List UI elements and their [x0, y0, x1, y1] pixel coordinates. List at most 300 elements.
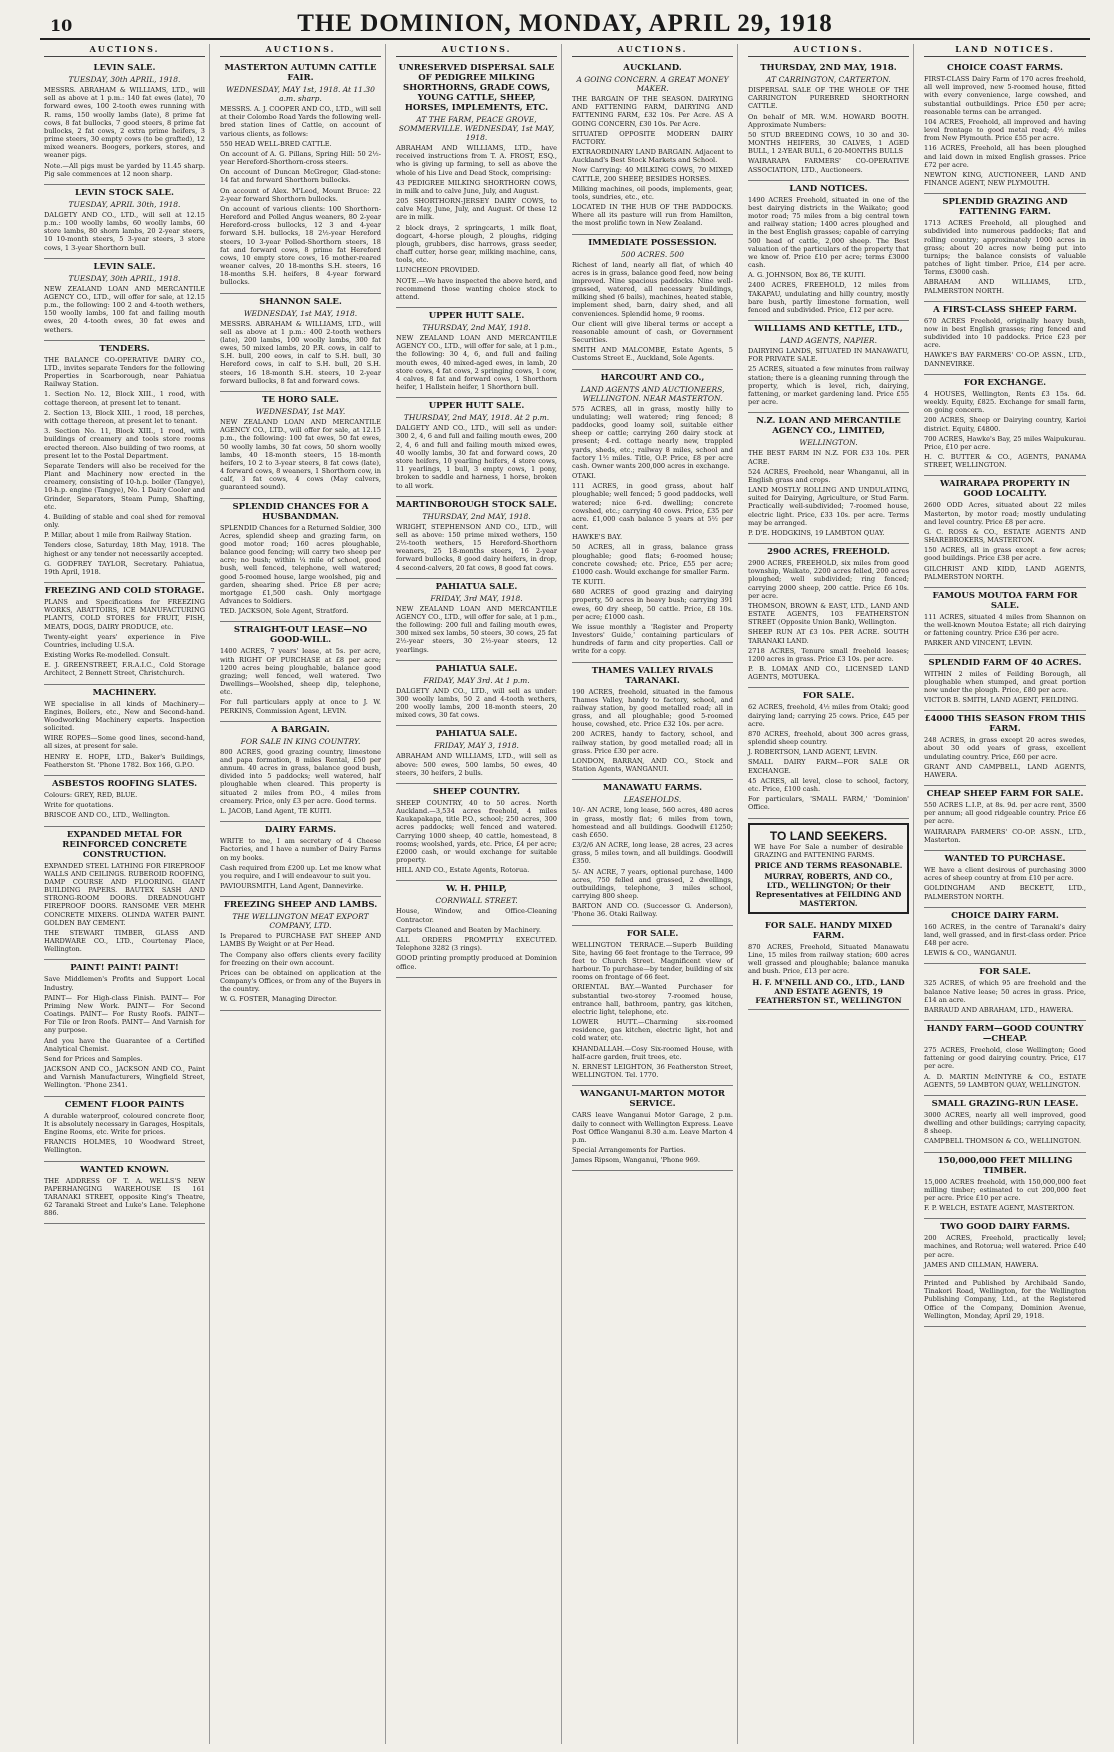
ad-body: [924, 1234, 1086, 1269]
ad-body: [572, 688, 733, 774]
advertisement: [220, 622, 381, 721]
ad-paragraph: We issue monthly a 'Register and Property Investors' Guide,' containing particulars of hundreds of farm and city properties. Call or write for a copy.: [572, 622, 733, 656]
ad-paragraph: ABRAHAM AND WILLIAMS, LTD., PALMERSTON NORTH.: [924, 278, 1086, 295]
ad-paragraph: SMALL DAIRY FARM—FOR SALE OR EXCHANGE.: [748, 758, 909, 775]
ad-paragraph: A. D. MARTIN McINTYRE & CO., ESTATE AGENTS, 59 LAMBTON QUAY, WELLINGTON.: [924, 1072, 1086, 1089]
page-number: 10: [50, 16, 73, 35]
ad-body: [924, 866, 1086, 901]
ad-paragraph: WRIGHT, STEPHENSON AND CO., LTD., will sell as above: 150 prime mixed wethers, 150 2½-tooth wethers, 15 Hereford-Shorthorn weaners, 25 18-months steers, 16 2-year forward bullocks, 8 good dairy heifers, in drop, 4 second-calvers, 20 fat cows, 8 good fat cows.: [396, 522, 557, 572]
ad-paragraph: LEWIS & CO., WANGANUI.: [924, 949, 1017, 958]
ad-subtitle: THE WELLINGTON MEAT EXPORT COMPANY, LTD.: [232, 912, 369, 931]
column-header: AUCTIONS.: [220, 44, 381, 57]
ad-title: CHOICE COAST FARMS.: [947, 63, 1063, 73]
ad-body: [748, 196, 909, 314]
ad-paragraph: SPLENDID Chances for a Returned Soldier, 300 Acres, splendid sheep and grazing farm, on good motor road; 160 acres ploughable, balance good fencing; will carry two sheep per acre; no bush; within ¼ mile of school, good bush, well fenced, telephone, well watered; good 5-roomed house, large woolshed, pig and garden, shearing shed. Price £8 per acre; mortgage £1,500 cash. Only mortgage Advances to Soldiers.: [220, 523, 381, 606]
ad-paragraph: Send for Prices and Samples.: [44, 1054, 143, 1063]
advertisement: [44, 827, 205, 961]
ad-body: [924, 1046, 1086, 1089]
ad-paragraph: HILL AND CO., Estate Agents, Rotorua.: [396, 866, 530, 875]
ad-paragraph: 275 ACRES, Freehold, close Wellington; Good fattening or good dairying country. Price, £17 per acre.: [924, 1046, 1086, 1071]
ad-subtitle: THURSDAY, 2nd MAY, 1918. At 2 p.m.: [403, 413, 550, 423]
ad-body: [220, 105, 381, 287]
ad-paragraph: LOWER HUTT.—Charming six-roomed residence, gas kitchen, electric light, hot and cold water, etc.: [572, 1018, 733, 1043]
ad-body: [924, 1111, 1086, 1146]
column-header: AUCTIONS.: [396, 44, 557, 57]
ad-subtitle: 500 ACRES. 500: [621, 249, 684, 259]
ad-paragraph: G. GODFREY TAYLOR, Secretary. Pahiatua, 19th April, 1918.: [44, 559, 205, 576]
ad-body: [924, 613, 1086, 648]
ad-subtitle: FRIDAY, 3rd MAY, 1918.: [430, 593, 523, 603]
advertisement: [572, 235, 733, 370]
ad-paragraph: LOCATED IN THE HUB OF THE PADDOCKS. Where all its pasture will run from Hamilton, the most prolific town in New Zealand.: [572, 203, 733, 228]
ad-body: [220, 647, 381, 714]
advertisement: [924, 476, 1086, 588]
ad-paragraph: WE specialise in all kinds of Machinery—Engines, Boilers, etc., New and Second-hand. Woodworking Machinery experts. Inspection solicited.: [44, 699, 205, 733]
ad-paragraph: F. P. WELCH, ESTATE AGENT, MASTERTON.: [924, 1204, 1075, 1213]
ad-paragraph: VICTOR B. SMITH, LAND AGENT, FEILDING.: [924, 696, 1079, 705]
ad-paragraph: 10/- AN ACRE, long lease, 560 acres, 480 acres in grass, mostly flat; 6 miles from town, homestead and all buildings. Goodwill £1250; cash £650.: [572, 806, 733, 839]
ad-body: [396, 144, 557, 301]
ad-paragraph: WELLINGTON TERRACE.—Superb Building Site, having 66 feet frontage to the Terrace, 99 feet to Church Street. Magnificent view of harbour. To purchase—by tender, building of six rooms on frontage of 66 feet.: [572, 940, 733, 982]
ad-title: SPLENDID FARM OF 40 ACRES.: [928, 657, 1082, 668]
ad-subtitle: AT CARRINGTON, CARTERTON.: [766, 75, 891, 84]
ad-paragraph: 43 PEDIGREE MILKING SHORTHORN COWS, in milk and to calve June, July, and August.: [396, 178, 557, 195]
ad-title: FOR SALE.: [979, 967, 1031, 978]
ad-paragraph: CARS leave Wanganui Motor Garage, 2 p.m. daily to connect with Wellington Express. Leave Post Office Wanganui 8.30 a.m. Leave Marton 4 p.m.: [572, 1111, 733, 1144]
ad-paragraph: 870 ACRES, freehold, about 300 acres grass, splendid sheep country.: [748, 729, 909, 747]
ad-paragraph: L. JACOB, Land Agent, TE KUITI.: [220, 807, 332, 815]
ad-paragraph: PAVIOURSMITH, Land Agent, Dannevirke.: [220, 882, 364, 891]
ad-paragraph: PLANS and Specifications for FREEZING WORKS, ABATTOIRS, ICE MANUFACTURING PLANTS, COLD STORES for FRUIT, FISH, MEATS, DOGS, DAIRY PRODUCE, etc.: [44, 598, 205, 631]
ad-paragraph: NOTE.—We have inspected the above herd, and recommend those wanting choice stock to attend.: [396, 276, 557, 301]
ad-paragraph: On account of various clients: 100 Shorthorn-Hereford and Polled Angus weaners, 80 2-year Hereford-cross bullocks, 12 3 and 4-year forward S.H. bullocks, 18 2½-year Hereford steers, 10 3-year Polled-Shorthorn steers, 18 fat and forward cows, 8 prime fat Hereford cows, 10 empty store cows, 16 mother-reared weaner calves, 20 18-months S.H. steers, 16 18-months S.H. heifers, 8 4-year forward bullocks.: [220, 204, 381, 287]
ad-paragraph: 3000 ACRES, nearly all well improved, good dwelling and other buildings; carrying capacity, 8 sheep.: [924, 1110, 1086, 1136]
ad-title: SPLENDID GRAZING AND FATTENING FARM.: [942, 197, 1068, 218]
ad-title: FOR EXCHANGE.: [963, 377, 1047, 388]
ad-subtitle: CORNWALL STREET.: [435, 896, 518, 906]
ad-title: W. H. PHILP,: [446, 884, 507, 895]
ad-paragraph: On account of Alex. M'Leod, Mount Bruce: 22 2-year forward Shorthorn bullocks.: [220, 186, 381, 203]
ad-paragraph: MESSRS. ABRAHAM & WILLIAMS, LTD., will sell as above at 1 p.m.: 140 fat ewes (late), 70 forward ewes, 100 2-tooth ewes running with R. rams, 150 woolly lambs (late), 8 prime fat cows, 8 fat bullocks, 7 good steers, 8 prime fat bullocks, 2 fat cows, 2 extra prime heifers, 3 prime steers, 30 empty cows (to be grafted), 12 mixed weaners. Boogers, porkers, stores, and weaner pigs.: [44, 86, 205, 160]
ad-paragraph: Richest of land, nearly all flat, of which 40 acres is in grass, balance good feed, now being improved. Nine spacious paddocks. Nine well-grassed, watered, all necessary buildings, milking shed (6 bails), machines, heated stable, implement shed, barn, dairy shed, and all conveniences. Splendid home, 9 rooms.: [572, 260, 733, 318]
advertisement: [748, 181, 909, 321]
advertisement: [396, 308, 557, 398]
ad-paragraph: Separate Tenders will also be received for the Plant and Machinery now erected in the creamery, consisting of 10-h.p. boiler (Tangye), 10-h.p. engine (Tangye), No. 1 Dairy Cooler and Grinder, Separators, Steam Pump, Shafting, etc.: [44, 461, 205, 511]
ad-paragraph: MESSRS. ABRAHAM & WILLIAMS, LTD., will sell as above at 1 p.m.: 400 2-tooth wethers (late), 200 lambs, 100 woolly lambs, 300 fat ewes, 50 mixed lambs, 20 P.R. cows, in calf to S.H. bull, 200 eows, in calf to S.H. bull, 30 Hereford cows, in calf to S.H. bull, 20 S.H. steers, 16 18-month S.H. steers, 10 2-year forward bullocks, 8 fat and forward cows.: [220, 319, 381, 385]
ad-title: WAIRARAPA PROPERTY IN GOOD LOCALITY.: [940, 479, 1070, 500]
ad-body: [44, 862, 205, 954]
ad-paragraph: MESSRS. A. J. COOPER AND CO., LTD., will sell at their Colombo Road Yards the following well-bred station lines of Cattle, on account of various clients, as follows:: [220, 105, 381, 138]
ad-title: SPLENDID CHANCES FOR A HUSBANDMAN.: [232, 501, 369, 522]
ad-paragraph: PAINT— For High-class Finish. PAINT— For Priming New Work. PAINT— For Second Coatings. PAINT— For Rusty Roofs. PAINT— For Tile or Iron Roofs. PAINT— And Varnish for any purpose.: [44, 993, 205, 1035]
ad-paragraph: GOLDINGHAM AND BECKETT, LTD., PALMERSTON NORTH.: [924, 884, 1086, 901]
ad-body: [44, 700, 205, 769]
ad-paragraph: PARKER AND VINCENT, LEVIN.: [924, 639, 1033, 648]
ad-paragraph: P. Millar, about 1 mile from Railway Station.: [44, 531, 192, 540]
advertisement: [572, 663, 733, 781]
ad-paragraph: 25 ACRES, situated a few minutes from railway station; there is a gleaning running through the property, which is level, rich, dairying, fattening, or market gardening land. Price £55 per acre.: [748, 365, 909, 407]
ad-paragraph: KHANDALLAH.—Cosy Six-roomed House, with half-acre garden, fruit trees, etc.: [572, 1044, 733, 1061]
ad-title: PAHIATUA SALE.: [435, 663, 518, 674]
ad-paragraph: 1490 ACRES Freehold, situated in one of the best dairying districts in the Waikato; good motor road; 75 miles from a big central town and railway station; 1400 acres ploughed and in the best English grasses; capable of carrying 500 head of cattle, 2,000 sheep. The Best valuation of the particulars of the property that we know of. Price £10 per acre; terms £3000 cash.: [748, 195, 909, 270]
ad-paragraph: WITHIN 2 miles of Feilding Borough, all ploughable when stumped, and great portion now under the plough. Price, £80 per acre.: [924, 669, 1086, 694]
ad-title: SHEEP COUNTRY.: [433, 786, 520, 797]
advertisement: [924, 375, 1086, 477]
ad-paragraph: Now Carrying: 40 MILKING COWS, 70 MIXED CATTLE, 200 SHEEP, BESIDES HORSES.: [572, 166, 733, 183]
ad-body: [220, 320, 381, 385]
ad-paragraph: 116 ACRES, Freehold, all has been ploughed and laid down in mixed English grasses. Price £72 per acre.: [924, 144, 1086, 169]
ad-title: WANTED TO PURCHASE.: [944, 854, 1066, 864]
column-3: [392, 44, 562, 1744]
ad-body: [924, 317, 1086, 368]
ad-paragraph: Prices can be obtained on application at the Company's Offices, or from any of the Buyers in the country.: [220, 968, 381, 994]
column-6: [920, 44, 1090, 1744]
ad-subtitle: WEDNESDAY, MAY 1st, 1918. At 11.30 a.m. sharp.: [226, 85, 375, 103]
ad-body: [748, 347, 909, 406]
advertisement: [396, 398, 557, 496]
ad-title: 150,000,000 FEET MILLING TIMBER.: [937, 1155, 1073, 1176]
ad-paragraph: THE STEWART TIMBER, GLASS AND HARDWARE CO., LTD., Courtenay Place, Wellington.: [44, 928, 205, 954]
ad-paragraph: WAIRARAPA FARMERS' CO-OPERATIVE ASSOCIATION, LTD., Auctioneers.: [748, 157, 909, 174]
advertisement: [220, 897, 381, 1010]
advertisement: [44, 1097, 205, 1162]
ad-paragraph: 2900 ACRES, FREEHOLD, six miles from good township, Waikato, 2200 acres felled, 200 acres ploughed; well subdivided; ring fenced; carrying 2000 sheep, 200 cattle. Price £6 10s. per acre.: [748, 559, 909, 600]
ad-subtitle: WEDNESDAY, 1st MAY.: [255, 406, 346, 416]
handy-mixed-title: FOR SALE. HANDY MIXED FARM.: [764, 920, 893, 941]
ad-paragraph: 205 SHORTHORN-JERSEY DAIRY COWS, to calve May, June, July, and August. Of these 12 are in milk.: [396, 197, 557, 222]
ad-body: [924, 979, 1086, 1014]
ad-paragraph: Our client will give liberal terms or accept a reasonable amount of cash, or Government Securities.: [572, 319, 733, 345]
advertisement: [748, 413, 909, 544]
ad-body: [396, 907, 557, 970]
ad-body: [220, 837, 381, 890]
advertisement: [924, 60, 1086, 194]
ad-body: [748, 559, 909, 681]
advertisement: [220, 499, 381, 623]
ad-paragraph: 800 ACRES, good grazing country, limestone and papa formation, 8 miles Rental, £50 per annum. 40 acres in grass, balance good bush, divided into 5 paddocks; well watered, half ploughable when cleared. This property is situated 2 miles from P.O., 4 miles from creamery. Price, only £3 per acre. Good terms.: [220, 747, 381, 805]
ad-body: [924, 923, 1086, 958]
ad-body: [220, 748, 381, 815]
column-2: [216, 44, 386, 1744]
ad-paragraph: Note.—All pigs must be yarded by 11.45 sharp. Pig sale commences at 12 noon sharp.: [44, 161, 205, 178]
ad-paragraph: GRANT AND CAMPBELL, LAND AGENTS, HAWERA.: [924, 762, 1086, 779]
ad-paragraph: DALGETY AND CO., LTD., will sell as under: 300 2, 4, 6 and full and failing mouth ewes, 200 2, 4, 6 and full and failing mouth mixed ewes, 40 woolly lambs, 30 fat and forward cows, 20 store heifers, 10 yearling heifers, 4 store cows, 11 yearlings, 1 bull, 3 empty cows, 1 pony, broken to saddle and harness, 1 horse, broken to all work.: [396, 424, 557, 490]
ad-paragraph: 50 ACRES, all in grass, balance grass ploughable; good flats; 6-roomed house; concrete cowshed; etc. Price, £55 per acre; £1000 cash. Would exchange for smaller Farm.: [572, 543, 733, 576]
ad-paragraph: SHEEP RUN AT £3 10s. PER ACRE. SOUTH TARANAKI LAND.: [748, 628, 909, 645]
land-seekers-contact: MURRAY, ROBERTS, AND CO., LTD., WELLINGTON; Or their Representatives at FEILDING AND MASTERTON.: [755, 871, 902, 908]
ad-paragraph: E. J. GREENSTREET, F.R.A.I.C., Cold Storage Architect, 2 Bennett Street, Christchurch.: [44, 661, 205, 678]
ad-paragraph: And you have the Guarantee of a Certified Analytical Chemist.: [44, 1036, 205, 1053]
advertisement: [396, 661, 557, 727]
ad-paragraph: 2. Section 13, Block XIII., 1 rood, 18 perches, with cottage thereon, at present let to tenant.: [44, 408, 205, 425]
ad-title: ASBESTOS ROOFING SLATES.: [51, 779, 198, 789]
ad-paragraph: 524 ACRES, Freehold, near Whanganui, all in English grass and crops.: [748, 467, 909, 484]
ad-paragraph: OTAKI.: [572, 472, 596, 481]
ad-paragraph: On behalf of MR. W.M. HOWARD BOOTH. Approximate Numbers:: [748, 112, 909, 129]
ad-paragraph: LUNCHEON PROVIDED.: [396, 266, 480, 275]
advertisement: [44, 60, 205, 185]
ad-title: THURSDAY, 2ND MAY, 1918.: [760, 63, 897, 73]
ad-paragraph: 2718 ACRES, Tenure small freehold leases; 1200 acres in grass. Price £3 10s. per acre.: [748, 646, 909, 663]
ad-body: [396, 523, 557, 572]
ad-paragraph: NEW ZEALAND LOAN AND MERCANTILE AGENCY CO., LTD., will offer for sale, at 1 p.m., the following: 200 full and failing mouth ewes, 300 mixed sex lambs, 50 steers, 30 cows, 25 fat 2½-year steers, 30 2½-year steers, 12 yearlings.: [396, 604, 557, 654]
advertisement: [396, 497, 557, 579]
advertisement: [924, 964, 1086, 1021]
ad-paragraph: James Ripsom, Wanganui, 'Phone 969.: [572, 1156, 701, 1165]
ad-paragraph: NEW ZEALAND LOAN AND MERCANTILE AGENCY CO., LTD., will offer for sale, at 1 p.m., the following: 30 4, 6, and full and failing mouth ewes, 40 mixed-aged ewes, in lamb, 20 store cows, 4 fat cows, 2 springing cows, 1 cow, 4 calves, 8 fat and forward cows, 1 Shorthorn heifer, 1 Hallstein heifer, 1 Shorthorn bull.: [396, 334, 557, 392]
ad-paragraph: BRISCOE AND CO., LTD., Wellington.: [44, 811, 171, 820]
advertisement: [572, 60, 733, 235]
ad-paragraph: DALGETY AND CO., LTD., will sell as under: 300 woolly lambs, 50 2 and 4-tooth wethers, 200 woolly lambs, 200 18-month steers, 20 mixed cows, 30 fat cows.: [396, 686, 557, 720]
advertisement: [572, 1086, 733, 1171]
ad-paragraph: THE BEST FARM IN N.Z. FOR £33 10s. PER ACRE.: [748, 449, 909, 466]
ad-title: AUCKLAND.: [623, 63, 682, 73]
ad-subtitle: THURSDAY, 2nd MAY, 1918.: [422, 511, 531, 521]
ad-paragraph: Tenders close, Saturday, 18th May, 1918. The highest or any tender not necessarily accepted.: [44, 541, 205, 558]
ad-paragraph: 550 ACRES L.I.P., at 8s. 9d. per acre rent, 3500 per annum; all good ridgeable country. Price £6 per acre.: [924, 801, 1086, 826]
ad-title: WILLIAMS AND KETTLE, LTD.,: [754, 324, 903, 335]
advertisement: [572, 780, 733, 925]
ad-title: EXPANDED METAL FOR REINFORCED CONCRETE CONSTRUCTION.: [62, 829, 187, 860]
advertisement: [396, 881, 557, 977]
advertisement: [924, 1219, 1086, 1276]
ad-paragraph: FRANCIS HOLMES, 10 Woodward Street, Wellington.: [44, 1138, 205, 1155]
ad-title: UPPER HUTT SALE.: [428, 401, 525, 412]
ad-paragraph: 1400 ACRES, 7 years' lease, at 5s. per acre, with RIGHT OF PURCHASE at £8 per acre; 1200 acres being ploughable, balance good grazing; well fenced, well watered. Two Dwellings—Woolshed, sheep dip, telephone, etc.: [220, 647, 381, 697]
ad-subtitle: TUESDAY, 30th APRIL, 1918.: [68, 273, 181, 283]
ad-paragraph: The Company also offers clients every facility for freezing on their own account.: [220, 950, 381, 967]
ad-paragraph: On account of A. G. Pillans, Spring Hill: 50 2½-year Hereford-Shorthorn-cross steers.: [220, 149, 381, 167]
ad-subtitle: A GOING CONCERN. A GREAT MONEY MAKER.: [576, 75, 729, 93]
ad-paragraph: 200 ACRES, Sheep or Dairying country, Karioi district. Equity, £4800.: [924, 416, 1086, 433]
ad-title: PAINT! PAINT! PAINT!: [70, 963, 179, 974]
advertisement: [748, 321, 909, 413]
ad-paragraph: 150 ACRES, all in grass except a few acres; good buildings. Price £38 per acre.: [924, 546, 1086, 563]
advertisement: [924, 908, 1086, 965]
ad-paragraph: House, Window, and Office-Cleaning Contractor.: [396, 907, 557, 924]
ad-title: A BARGAIN.: [271, 724, 330, 735]
advertisement: [924, 588, 1086, 655]
column-5: [744, 44, 914, 1744]
ad-body: [924, 390, 1086, 470]
advertisement: [44, 960, 205, 1096]
ad-body: [748, 703, 909, 811]
ad-body: [396, 424, 557, 489]
ad-title: MASTERTON AUTUMN CATTLE FAIR.: [224, 63, 377, 83]
ad-title: MARTINBOROUGH STOCK SALE.: [396, 499, 557, 510]
advertisement: [220, 392, 381, 499]
ad-paragraph: On account of Duncan McGregor, Glad-stone: 14 fat and forward Shorthorn bullocks.: [220, 168, 381, 185]
ad-paragraph: TE KUITI.: [572, 578, 606, 587]
column-1: [40, 44, 210, 1744]
ad-subtitle: LAND AGENTS AND AUCTIONEERS, WELLINGTON. NEAR MASTERTON.: [580, 384, 725, 403]
ad-paragraph: 45 ACRES, all level, close to school, factory, etc. Price, £100 cash.: [748, 776, 909, 793]
land-seekers-body: WE have For Sale a number of desirable GRAZING and FATTENING FARMS.: [754, 842, 903, 859]
ad-body: [572, 941, 733, 1080]
ad-subtitle: TUESDAY, 30th APRIL, 1918.: [68, 75, 181, 84]
land-seekers-title: TO LAND SEEKERS.: [769, 828, 888, 843]
ad-paragraph: Colours: GREY, RED, BLUE.: [44, 791, 138, 799]
ad-body: [396, 334, 557, 391]
advertisement: [924, 194, 1086, 302]
ad-paragraph: BARTON AND CO. (Successor G. Anderson), 'Phone 36. Otaki Railway.: [572, 902, 733, 919]
ad-paragraph: LONDON, BARRAN, AND CO., Stock and Station Agents, WANGANUI.: [572, 757, 733, 774]
ad-title: DAIRY FARMS.: [264, 825, 337, 836]
ad-title: IMMEDIATE POSSESSION.: [588, 237, 717, 248]
ad-subtitle: TUESDAY, APRIL 30th, 1918.: [68, 199, 181, 209]
ad-paragraph: FIRST-CLASS Dairy Farm of 170 acres freehold, all well improved, new 5-roomed house, fitted with every convenience, large cowshed, and substantial outbuildings. Price £50 per acre; reasonable terms can be arranged.: [924, 75, 1086, 116]
ad-title: CEMENT FLOOR PAINTS: [64, 1099, 185, 1110]
ad-paragraph: GOOD printing promptly produced at Dominion office.: [396, 954, 557, 971]
ad-body: [396, 799, 557, 875]
ad-paragraph: For particulars, 'SMALL FARM,' 'Dominion' Office.: [748, 795, 909, 812]
advertisement: [396, 579, 557, 661]
ad-paragraph: Special Arrangements for Parties.: [572, 1146, 686, 1155]
ad-paragraph: TED. JACKSON, Sole Agent, Stratford.: [220, 607, 349, 616]
ad-paragraph: 3. Section No. 11, Block XIII., 1 rood, with buildings of creamery and tools store rooms erected thereon. Also building of two rooms, at present let to the Postal Department.: [44, 427, 205, 460]
ad-paragraph: 2400 ACRES, FREEHOLD, 12 miles from TAKAPAU, undulating and hilly country, mostly bare bush, partly limestone formation, well fenced and subdivided. Price, £12 per acre.: [748, 281, 909, 314]
advertisement: [924, 1021, 1086, 1096]
advertisement: [924, 711, 1086, 786]
ad-title: UNRESERVED DISPERSAL SALE OF PEDIGREE MILKING SHORTHORNS, GRADE COWS, YOUNG CATTLE, SHEEP, HORSES, IMPLEMENTS, ETC.: [398, 63, 555, 113]
ad-paragraph: 2600 ODD Acres, situated about 22 miles Masterton, by motor road; mostly undulating and level country. Price £8 per acre.: [924, 501, 1086, 526]
ad-title: A FIRST-CLASS SHEEP FARM.: [933, 304, 1077, 315]
ad-paragraph: Cash required from £200 up. Let me know what you require, and I will endeavour to suit you.: [220, 863, 381, 880]
ad-paragraph: 1713 ACRES Freehold, all ploughed and subdivided into numerous paddocks; flat and rolling country; approximately 1000 acres in grass; about 20 acres now being put into turnips; the balance consists of valuable patches of light timber. Price, £14 per acre. Terms, £3000 cash.: [924, 219, 1086, 277]
columns-container: [40, 44, 1090, 1744]
ad-body: [924, 736, 1086, 779]
ad-paragraph: NEW ZEALAND LOAN AND MERCANTILE AGENCY CO., LTD., will offer for sale, at 12.15 p.m., the following: 100 fat ewes, 50 fat ewes, 50 woolly lambs, 30 fat cows, 50 shorn woolly lambs, 40 18-month steers, 15 18-month heifers, 10 2 to 3-year steers, 8 fat cows (late), 4 forward cows, 8 weaners, 1 Shorthorn cow, in calf, 3 fat cows, 4 cows (May calvers, guaranteed sound).: [220, 417, 381, 492]
advertisement: [44, 583, 205, 685]
advertisement: [44, 259, 205, 341]
ad-title: LEVIN SALE.: [93, 63, 156, 73]
ad-paragraph: £3/2/6 AN ACRE, long lease, 28 acres, 23 acres grass, 5 miles town, and all buildings. Goodwill £350.: [572, 841, 733, 866]
column-header: AUCTIONS.: [572, 44, 733, 57]
ad-paragraph: Save Middlemen's Profits and Support Local Industry.: [44, 975, 205, 992]
ad-title: TWO GOOD DAIRY FARMS.: [940, 1222, 1070, 1233]
ad-body: [44, 1177, 205, 1218]
handy-mixed-agent: H. F. M'NEILL AND CO., LTD., LAND AND ESTATE AGENTS, 19 FEATHERSTON ST., WELLINGTON: [752, 977, 905, 1005]
ad-paragraph: CAMPBELL THOMSON & CO., WELLINGTON.: [924, 1137, 1082, 1146]
land-seekers-prices: PRICE AND TERMS REASONABLE.: [754, 860, 903, 870]
advertisement: [44, 776, 205, 827]
ad-paragraph: THE BARGAIN OF THE SEASON. DAIRYING AND FATTENING FARM, DAIRYING AND FATTENING FARM, £32 10s. Per Acre. AS A GOING CONCERN, £30 10s. Per Acre.: [572, 95, 733, 128]
ad-paragraph: J. ROBERTSON, LAND AGENT, LEVIN.: [748, 748, 878, 757]
ad-paragraph: P. B. LOMAX AND CO., LICENSED LAND AGENTS, MOTUEKA.: [748, 665, 909, 682]
ad-title: LEVIN STOCK SALE.: [75, 187, 174, 198]
ad-paragraph: THE ADDRESS OF T. A. WELLS'S NEW PAPERHANGING WAREHOUSE IS 161 TARANAKI STREET, opposite King's Theatre, 62 Taranaki Street and Luke's Lane. Telephone 886.: [44, 1176, 205, 1218]
advertisement: [396, 60, 557, 308]
ad-body: [44, 975, 205, 1089]
ad-title: STRAIGHT-OUT LEASE—NO GOOD-WILL.: [233, 625, 368, 646]
ad-body: [748, 86, 909, 174]
ad-paragraph: A durable waterproof, coloured concrete floor, It is absolutely necessary in Garages, Hospitals, Engine Rooms, etc. Write for prices.: [44, 1111, 205, 1136]
ad-paragraph: 160 ACRES, in the centre of Taranaki's dairy land, well grassed, and in first-class order. Price £48 per acre.: [924, 922, 1086, 948]
ad-title: LEVIN SALE.: [93, 261, 156, 272]
ad-title: FOR SALE.: [802, 691, 855, 702]
ad-paragraph: 700 ACRES, Hawke's Bay, 25 miles Waipukurau. Price, £10 per acre.: [924, 434, 1086, 451]
ad-paragraph: Milking machines, oil poods, implements, gear, tools, sundries, etc., etc.: [572, 184, 733, 201]
ad-paragraph: Twenty-eight years' experience in Five Countries, including U.S.A.: [44, 632, 205, 649]
advertisement: [748, 544, 909, 688]
ad-body: [924, 1178, 1086, 1213]
ad-paragraph: 1. Section No. 12, Block XIII., 1 rood, with cottage thereon, at present let to tenant.: [44, 390, 205, 407]
ad-paragraph: BARRAUD AND ABRAHAM, LTD., HAWERA.: [924, 1005, 1074, 1014]
advertisement: [924, 851, 1086, 908]
ad-paragraph: Carpets Cleaned and Beaten by Machinery.: [396, 925, 541, 934]
ad-title: CHOICE DAIRY FARM.: [951, 910, 1059, 921]
advertisement: [924, 302, 1086, 375]
ad-body: [572, 405, 733, 656]
ad-title: MACHINERY.: [92, 687, 157, 698]
advertisement: [44, 1162, 205, 1225]
ad-title: HANDY FARM—GOOD COUNTRY—CHEAP.: [926, 1024, 1084, 1045]
ad-title: TENDERS.: [99, 343, 150, 354]
ad-title: SMALL GRAZING-RUN LEASE.: [931, 1098, 1079, 1109]
ad-paragraph: SMITH AND MALCOMBE, Estate Agents, 5 Customs Street E., Auckland, Sole Agents.: [572, 346, 733, 363]
advertisement: [220, 722, 381, 822]
masthead: [40, 10, 1090, 40]
ad-body: [44, 598, 205, 678]
ad-paragraph: Printed and Published by Archibald Sando, Tinakori Road, Wellington, for the Wellington Publishing Company, Ltd., at the Registered Office of the Company, Dominion Avenue, Wellington, Monday, April 29, 1918.: [924, 1278, 1086, 1320]
ad-subtitle: WEDNESDAY, 1st MAY, 1918.: [243, 308, 358, 318]
advertisement: [396, 784, 557, 882]
ad-paragraph: 50 STUD BREEDING COWS, 10 30 and 30-MONTHS HEIFERS, 30 CALVES, 1 AGED BULL, 1 2-YEAR BULL, 6 20-MONTHS BULLS: [748, 130, 909, 156]
advertisement: [924, 655, 1086, 712]
ad-paragraph: THE BALANCE CO-OPERATIVE DAIRY CO., LTD., invites separate Tenders for the following Properties in Scarborough, near Pahiatua Railway Station.: [44, 355, 205, 389]
ad-title: FOR SALE.: [626, 928, 679, 939]
ad-paragraph: WIRE ROPES—Some good lines, second-hand, all sizes, at present for sale.: [44, 734, 205, 751]
ad-body: [44, 285, 205, 334]
ad-body: [220, 418, 381, 492]
ad-paragraph: 550 HEAD WELL-BRED CATTLE.: [220, 139, 332, 148]
ad-paragraph: Existing Works Re-modelled. Consult.: [44, 651, 170, 660]
ad-paragraph: JAMES AND CILLMAN, HAWERA.: [924, 1260, 1039, 1269]
ad-title: THAMES VALLEY RIVALS TARANAKI.: [591, 665, 714, 686]
ad-subtitle: FRIDAY, MAY 3rd. At 1 p.m.: [423, 675, 530, 685]
ad-body: [924, 1279, 1086, 1320]
ad-body: [924, 219, 1086, 295]
ad-title: PAHIATUA SALE.: [435, 729, 518, 740]
ad-paragraph: WRITE to me, I am secretary of 4 Cheese Factories, and I have a number of Dairy Farms on my books.: [220, 837, 381, 862]
ad-title: WANGANUI-MARTON MOTOR SERVICE.: [580, 1089, 725, 1110]
ad-paragraph: 325 ACRES, of which 95 are freehold and the balance Native lease; 50 acres in grass. Price, £14 an acre.: [924, 979, 1086, 1004]
advertisement: [44, 185, 205, 259]
ad-paragraph: ABRAHAM AND WILLIAMS, LTD., have received instructions from T. A. FROST, ESQ., who is giving up farming, to sell as above the whole of his Live and Dead Stock, comprising:: [396, 144, 557, 177]
ad-body: [44, 86, 205, 178]
ad-subtitle: LAND AGENTS, NAPIER.: [780, 336, 877, 346]
ad-body: [44, 1112, 205, 1155]
ad-body: [572, 261, 733, 363]
ad-paragraph: DALGETY AND CO., LTD., will sell at 12.15 p.m.: 100 woolly lambs, 60 woolly lambs, 60 store lambs, 80 shorn lambs, 20 2-year steers, 10 10-month steers, 5 3-year steers, 3 store cows, 1 3-year Shorthorn bull.: [44, 210, 205, 252]
advertisement: [396, 726, 557, 784]
ad-subtitle: FOR SALE IN KING COUNTRY.: [240, 736, 361, 746]
ad-title: FAMOUS MOUTOA FARM FOR SALE.: [932, 590, 1078, 611]
ad-paragraph: 200 ACRES, Freehold, practically level; machines, and Rotorua; well watered. Price £40 per acre.: [924, 1234, 1086, 1259]
column-header: LAND NOTICES.: [924, 44, 1086, 57]
ad-paragraph: 2 block drays, 2 springcarts, 1 milk float, dogcart, 4-horse plough, 2 ploughs, ridging plough, grubbers, disc harrows, grass seeder, chaff cutter, horse gear, milking machine, cans, tools, etc.: [396, 223, 557, 265]
advertisement: [44, 341, 205, 583]
ad-body: [220, 524, 381, 616]
advertisement: [44, 685, 205, 776]
ad-body: [924, 501, 1086, 581]
ad-paragraph: For full particulars apply at once to J. W. PERKINS, Commission Agent, LEVIN.: [220, 698, 381, 715]
ad-body: [572, 806, 733, 918]
handy-mixed-farm-ad: [748, 918, 909, 1010]
ad-paragraph: H. C. BUTTER & CO., AGENTS, PANAMA STREET, WELLINGTON.: [924, 453, 1086, 470]
ad-title: FREEZING SHEEP AND LAMBS.: [223, 900, 378, 911]
ad-paragraph: HAWKE'S BAY.: [572, 533, 623, 542]
